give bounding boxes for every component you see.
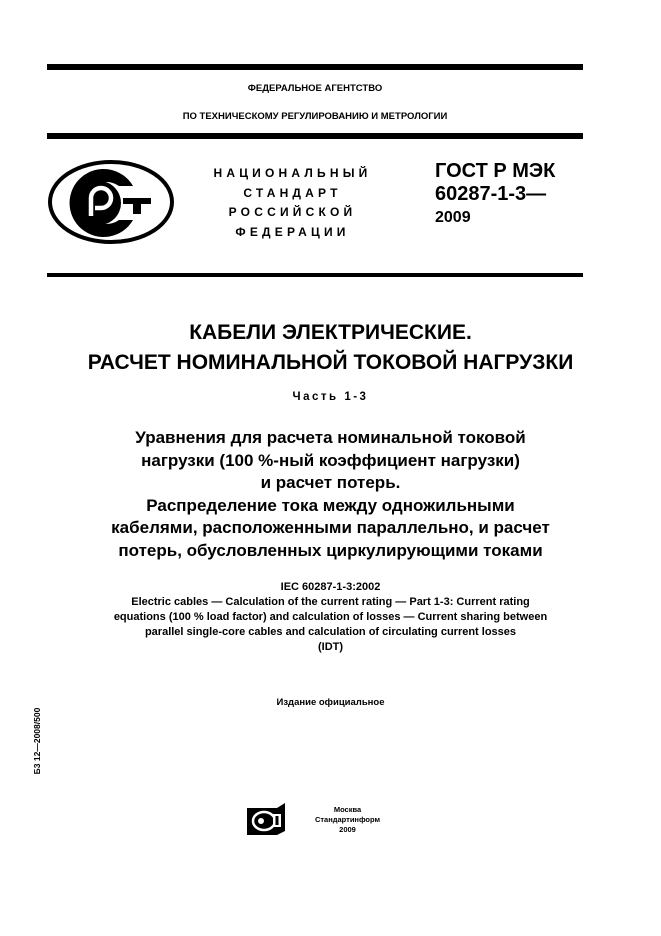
title-line2: РАСЧЕТ НОМИНАЛЬНОЙ ТОКОВОЙ НАГРУЗКИ bbox=[87, 351, 574, 374]
agency-bottom-rule bbox=[47, 133, 583, 139]
publisher-year: 2009 bbox=[339, 825, 356, 834]
publisher-city: Москва bbox=[333, 805, 362, 814]
subtitle-line: и расчет потерь. bbox=[260, 473, 401, 492]
publisher-info bbox=[300, 805, 395, 835]
edition-label: Издание официальное bbox=[276, 697, 385, 708]
iec-reference bbox=[20, 580, 641, 655]
iec-title-line: (IDT) bbox=[317, 641, 344, 653]
agency-name-line1: ФЕДЕРАЛЬНОЕ АГЕНТСТВО bbox=[247, 83, 383, 94]
designation-line1: ГОСТ Р МЭК bbox=[435, 160, 556, 182]
subtitle-line: Уравнения для расчета номинальной токовой bbox=[135, 428, 526, 447]
header-bottom-rule bbox=[47, 273, 583, 277]
document-subtitle bbox=[20, 427, 641, 562]
subtitle-line: потерь, обусловленных циркулирующими токами bbox=[118, 540, 543, 560]
national-standard-line: ФЕДЕРАЦИИ bbox=[235, 224, 350, 239]
part-number: Часть 1-3 bbox=[292, 391, 369, 403]
iec-title-line: equations (100 % load factor) and calculation of losses — Current sharing between bbox=[113, 611, 548, 623]
standartinform-logo-icon bbox=[247, 803, 287, 835]
subtitle-line: кабелями, расположенными параллельно, и расчет bbox=[111, 518, 550, 537]
designation-line2: 60287-1-3— bbox=[435, 183, 547, 205]
subtitle-line: Распределение тока между одножильными bbox=[146, 495, 515, 515]
document-title bbox=[20, 318, 641, 378]
national-standard-line: РОССИЙСКОЙ bbox=[228, 205, 357, 219]
standard-designation bbox=[435, 160, 555, 229]
national-standard-label bbox=[190, 164, 395, 242]
subtitle-line: нагрузки (100 %-ный коэффициент нагрузки) bbox=[141, 450, 520, 470]
national-standard-line: СТАНДАРТ bbox=[243, 185, 342, 200]
iec-title-line: parallel single-core cables and calculation of circulating current losses bbox=[144, 626, 517, 638]
gost-r-logo-icon bbox=[47, 158, 175, 246]
top-rule bbox=[47, 64, 583, 70]
side-print-code: Б3 12—2008/500 bbox=[32, 707, 42, 775]
designation-year: 2009 bbox=[435, 209, 471, 226]
title-line1: КАБЕЛИ ЭЛЕКТРИЧЕСКИЕ. bbox=[189, 321, 472, 344]
iec-code: IEC 60287-1-3:2002 bbox=[280, 581, 381, 593]
publisher-name: Стандартинформ bbox=[314, 815, 381, 824]
national-standard-line: НАЦИОНАЛЬНЫЙ bbox=[213, 166, 372, 180]
iec-title-line: Electric cables — Calculation of the current rating — Part 1-3: Current rating bbox=[131, 596, 530, 608]
agency-name-line2: ПО ТЕХНИЧЕСКОМУ РЕГУЛИРОВАНИЮ И МЕТРОЛОГИИ bbox=[182, 111, 448, 122]
